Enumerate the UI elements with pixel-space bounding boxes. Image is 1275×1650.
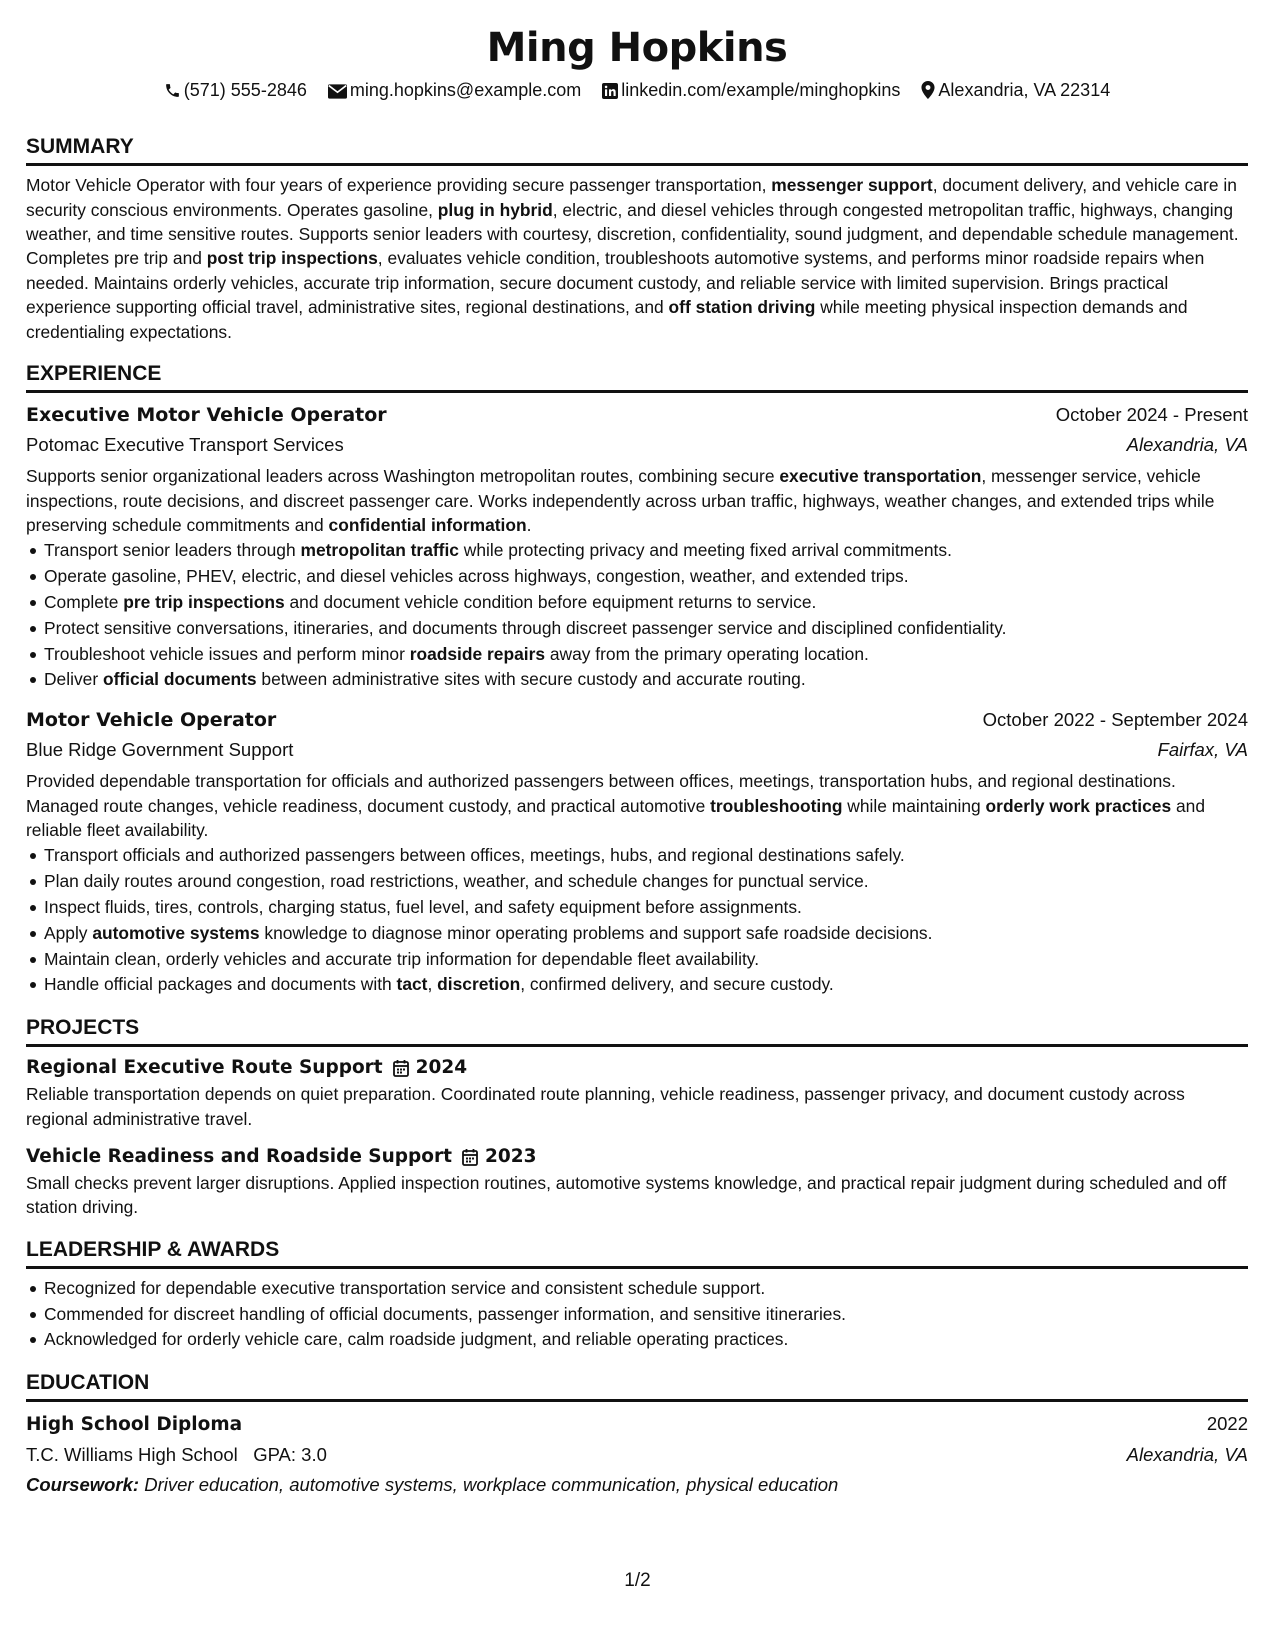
candidate-name: Ming Hopkins <box>486 25 788 71</box>
graduation-year: 2022 <box>1206 1413 1248 1435</box>
text-run: Transport officials and authorized passengers between offices, meetings, hubs, and regional destinations safely. <box>44 845 905 866</box>
contact-location: Alexandria, VA 22314 <box>921 77 1110 103</box>
text-run: Handle official packages and documents with <box>44 974 397 995</box>
job-title: Motor Vehicle Operator <box>26 709 277 732</box>
text-run: , document delivery, and vehicle care in security conscious environments. Operates gasoline, <box>26 175 1237 220</box>
contact-phone[interactable]: (571) 555-2846 <box>164 77 307 103</box>
text-run: and reliable fleet availability. <box>26 795 1205 840</box>
job-bullet <box>26 895 1248 921</box>
job-bullet <box>26 616 1248 642</box>
text-run: Apply <box>44 922 93 943</box>
projects-heading: PROJECTS <box>26 1014 1248 1047</box>
bold-keyword: pre trip inspections <box>123 591 285 612</box>
calendar-icon <box>393 1059 409 1077</box>
bold-keyword: plug in hybrid <box>437 199 553 220</box>
text-run: Plan daily routes around congestion, road restrictions, weather, and schedule changes for punctual service. <box>44 871 869 892</box>
job-entry <box>26 400 1248 693</box>
job-company: Potomac Executive Transport Services <box>26 434 344 456</box>
contact-linkedin[interactable]: linkedin.com/example/minghopkins <box>602 77 900 103</box>
project-entry <box>26 1143 1248 1220</box>
job-location: Fairfax, VA <box>1157 739 1248 761</box>
text-run: Troubleshoot vehicle issues and perform minor <box>44 643 410 664</box>
job-dates: October 2022 - September 2024 <box>982 709 1248 731</box>
text-run: Motor Vehicle Operator with four years of experience providing secure passenger transportation, <box>26 175 772 196</box>
text-run: , confirmed delivery, and secure custody. <box>520 974 834 995</box>
text-run: Transport senior leaders through <box>44 540 301 561</box>
experience-heading: EXPERIENCE <box>26 360 1248 393</box>
project-entry <box>26 1054 1248 1131</box>
job-bullet <box>26 843 1248 869</box>
job-bullet <box>26 538 1248 564</box>
linkedin-icon <box>602 83 618 99</box>
school-name: T.C. Williams High School <box>26 1444 238 1466</box>
text-run: away from the primary operating location. <box>545 643 869 664</box>
education-section <box>26 1369 1248 1499</box>
job-title: Executive Motor Vehicle Operator <box>26 404 387 427</box>
text-run: . <box>526 514 532 535</box>
bold-keyword: discretion <box>437 974 521 995</box>
bold-keyword: messenger support <box>771 175 933 196</box>
job-description <box>26 464 1248 537</box>
job-dates: October 2024 - Present <box>1055 404 1248 426</box>
project-year: 2024 <box>415 1057 468 1079</box>
job-bullet <box>26 921 1248 947</box>
bold-keyword: official documents <box>102 669 257 690</box>
leadership-heading: LEADERSHIP & AWARDS <box>26 1236 1248 1269</box>
summary-heading: SUMMARY <box>26 133 1248 166</box>
gpa: GPA: 3.0 <box>253 1444 327 1466</box>
location-pin-icon <box>921 81 935 99</box>
summary-section <box>26 133 1248 344</box>
bold-keyword: roadside repairs <box>409 643 546 664</box>
text-run: , <box>427 974 438 995</box>
bold-keyword: executive transportation <box>779 466 982 487</box>
projects-section <box>26 1014 1248 1220</box>
bold-keyword: off station driving <box>668 297 816 318</box>
coursework-list: Driver education, automotive systems, workplace communication, physical education <box>144 1474 839 1496</box>
job-bullet <box>26 869 1248 895</box>
award-item: Acknowledged for orderly vehicle care, calm roadside judgment, and reliable operating practices. <box>26 1327 1248 1353</box>
text-run: while maintaining <box>842 795 986 816</box>
project-year: 2023 <box>484 1145 537 1167</box>
coursework-label: Coursework: <box>26 1474 140 1496</box>
text-run: Deliver <box>44 669 103 690</box>
text-run: Provided dependable transportation for officials and authorized passengers between offices, meetings, transportation hubs, and regional destinations. Managed route changes, vehicle readiness, document custody, and practical automotive <box>26 771 1176 816</box>
page-number: 1/2 <box>624 1570 651 1591</box>
text-run: while meeting physical inspection demands and credentialing expectations. <box>26 297 1188 342</box>
bold-keyword: troubleshooting <box>710 795 843 816</box>
bold-keyword: post trip inspections <box>206 248 378 269</box>
phone-icon <box>164 82 181 99</box>
job-description <box>26 769 1248 842</box>
summary-text <box>26 173 1248 344</box>
project-description: Small checks prevent larger disruptions. Applied inspection routines, automotive systems knowledge, and practical repair judgment during scheduled and off station driving. <box>26 1172 1227 1218</box>
job-bullet <box>26 642 1248 668</box>
job-bullet <box>26 590 1248 616</box>
text-run: Maintain clean, orderly vehicles and accurate trip information for dependable fleet availability. <box>44 948 760 969</box>
bold-keyword: automotive systems <box>92 922 260 943</box>
project-description: Reliable transportation depends on quiet preparation. Coordinated route planning, vehicle readiness, passenger privacy, and document custody across regional administrative travel. <box>26 1084 1185 1129</box>
bold-keyword: orderly work practices <box>985 795 1172 816</box>
text-run: Complete <box>44 591 124 612</box>
text-run: , electric, and diesel vehicles through congested metropolitan traffic, highways, changing weather, and time sensitive routes. Supports senior leaders with courtesy, discretion, confidentiality, sound judgment, and dependable schedule management. Completes pre trip and <box>26 199 1239 269</box>
bold-keyword: metropolitan traffic <box>300 540 459 561</box>
job-bullets <box>26 538 1248 693</box>
calendar-icon <box>462 1148 478 1166</box>
job-location: Alexandria, VA <box>1126 434 1248 456</box>
contact-bar <box>26 76 1248 103</box>
resume-page <box>26 24 1248 1499</box>
contact-email[interactable]: ming.hopkins@example.com <box>328 77 581 103</box>
email-icon <box>328 84 347 99</box>
award-item: Recognized for dependable executive transportation service and consistent schedule support. <box>26 1276 1248 1302</box>
text-run: Protect sensitive conversations, itineraries, and documents through discreet passenger service and disciplined confidentiality. <box>44 617 1007 638</box>
experience-section <box>26 360 1248 998</box>
job-company: Blue Ridge Government Support <box>26 739 294 761</box>
award-item: Commended for discreet handling of official documents, passenger information, and sensitive itineraries. <box>26 1302 1248 1328</box>
job-bullet <box>26 972 1248 998</box>
project-name: Vehicle Readiness and Roadside Support <box>26 1145 452 1167</box>
coursework <box>26 1470 1248 1499</box>
text-run: and document vehicle condition before equipment returns to service. <box>284 591 817 612</box>
education-heading: EDUCATION <box>26 1369 1248 1402</box>
job-entry <box>26 705 1248 998</box>
leadership-section <box>26 1236 1248 1353</box>
degree: High School Diploma <box>26 1414 243 1436</box>
job-bullet <box>26 667 1248 693</box>
text-run: knowledge to diagnose minor operating problems and support safe roadside decisions. <box>259 922 933 943</box>
text-run: Supports senior organizational leaders across Washington metropolitan routes, combining secure <box>26 466 780 487</box>
project-name: Regional Executive Route Support <box>26 1057 383 1079</box>
job-bullets <box>26 843 1248 998</box>
text-run: Inspect fluids, tires, controls, charging status, fuel level, and safety equipment before assignments. <box>44 896 802 917</box>
job-bullet <box>26 564 1248 590</box>
text-run: Operate gasoline, PHEV, electric, and diesel vehicles across highways, congestion, weather, and extended trips. <box>44 566 909 587</box>
bold-keyword: tact <box>396 974 428 995</box>
text-run: , messenger service, vehicle inspections, route decisions, and discreet passenger care. Works independently across urban traffic, highways, weather changes, and extended trips while preserving schedule commitments and <box>26 466 1215 535</box>
bold-keyword: confidential information <box>328 514 527 535</box>
text-run: , evaluates vehicle condition, troubleshoots automotive systems, and performs minor roadside repairs when needed. Maintains orderly vehicles, accurate trip information, secure document custody, and reliable service with limited supervision. Brings practical experience supporting official travel, administrative sites, regional destinations, and <box>26 248 1205 318</box>
school-location: Alexandria, VA <box>1126 1444 1248 1466</box>
text-run: while protecting privacy and meeting fixed arrival commitments. <box>458 540 952 561</box>
job-bullet <box>26 947 1248 973</box>
text-run: between administrative sites with secure custody and accurate routing. <box>256 669 806 690</box>
